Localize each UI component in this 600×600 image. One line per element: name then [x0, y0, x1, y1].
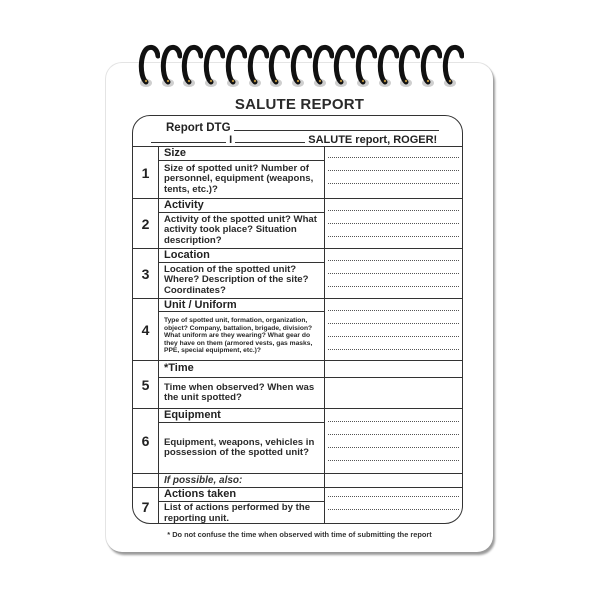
- row-number: 4: [133, 299, 159, 360]
- activity-answer-field[interactable]: [325, 199, 462, 248]
- spiral-binding: [138, 36, 468, 92]
- report-dtg-field[interactable]: [234, 119, 439, 131]
- sender-callsign-field[interactable]: [235, 132, 305, 143]
- row-description: Type of spotted unit, formation, organization, object? Company, battalion, brigade, division? What uniform are they wearing? What gear do they have on them (armored vests, gas masks, PPE, special equipment, etc.)?: [158, 312, 325, 360]
- row-label: Activity: [158, 199, 325, 213]
- row-activity: [133, 199, 462, 249]
- callsign-line: [151, 132, 437, 146]
- row-actions-taken: [133, 488, 462, 524]
- row-description: Time when observed? When was the unit spotted?: [158, 378, 325, 408]
- unit-uniform-answer-field[interactable]: [325, 299, 462, 360]
- roger-text: SALUTE report, ROGER!: [308, 134, 438, 146]
- row-description: List of actions performed by the reporting unit.: [158, 502, 325, 524]
- row-number: [133, 474, 159, 487]
- spiral-ring-icon: [377, 36, 399, 92]
- row-description: Activity of the spotted unit? What activity took place? Situation description?: [158, 213, 325, 248]
- spiral-ring-icon: [420, 36, 442, 92]
- row-number: 7: [133, 488, 159, 524]
- actions-answer-field[interactable]: [325, 488, 462, 524]
- spiral-ring-icon: [398, 36, 420, 92]
- spiral-ring-icon: [247, 36, 269, 92]
- if-possible-label: If possible, also:: [158, 474, 325, 488]
- equipment-answer-field[interactable]: [325, 409, 462, 473]
- spiral-ring-icon: [225, 36, 247, 92]
- row-equipment: [133, 409, 462, 474]
- row-size: [133, 147, 462, 199]
- row-if-possible: [133, 474, 462, 488]
- row-description: Equipment, weapons, vehicles in possession of the spotted unit?: [158, 423, 325, 473]
- row-label: Unit / Uniform: [158, 299, 325, 312]
- row-label: Size: [158, 147, 325, 161]
- report-dtg-label: Report DTG: [166, 122, 231, 134]
- time-answer-field[interactable]: [325, 361, 462, 408]
- spiral-ring-icon: [160, 36, 182, 92]
- report-title: SALUTE REPORT: [234, 96, 365, 113]
- salute-form-table: [132, 115, 463, 524]
- row-number: 6: [133, 409, 159, 473]
- row-number: 1: [133, 147, 159, 198]
- spiral-ring-icon: [203, 36, 225, 92]
- row-label: Equipment: [158, 409, 325, 423]
- location-answer-field[interactable]: [325, 249, 462, 298]
- size-answer-field[interactable]: [325, 147, 462, 198]
- row-number: 3: [133, 249, 159, 298]
- spiral-ring-icon: [312, 36, 334, 92]
- row-number: 2: [133, 199, 159, 248]
- time-footnote: * Do not confuse the time when observed with time of submitting the report: [167, 530, 432, 539]
- row-unit-uniform: [133, 299, 462, 361]
- row-label: Location: [158, 249, 325, 263]
- spiral-ring-icon: [442, 36, 464, 92]
- callsign-separator: I: [229, 134, 233, 146]
- report-header: [133, 116, 462, 147]
- spiral-ring-icon: [268, 36, 290, 92]
- row-label: *Time: [158, 361, 325, 378]
- row-location: [133, 249, 462, 299]
- spiral-ring-icon: [181, 36, 203, 92]
- recipient-callsign-field[interactable]: [151, 132, 226, 143]
- row-description: Size of spotted unit? Number of personnel, equipment (weapons, tents, etc.)?: [158, 161, 325, 198]
- spiral-ring-icon: [333, 36, 355, 92]
- spiral-ring-icon: [138, 36, 160, 92]
- spiral-ring-icon: [355, 36, 377, 92]
- spiral-ring-icon: [290, 36, 312, 92]
- row-description: Location of the spotted unit? Where? Description of the site? Coordinates?: [158, 263, 325, 298]
- row-time: [133, 361, 462, 409]
- row-number: 5: [133, 361, 159, 408]
- row-label: Actions taken: [158, 488, 325, 502]
